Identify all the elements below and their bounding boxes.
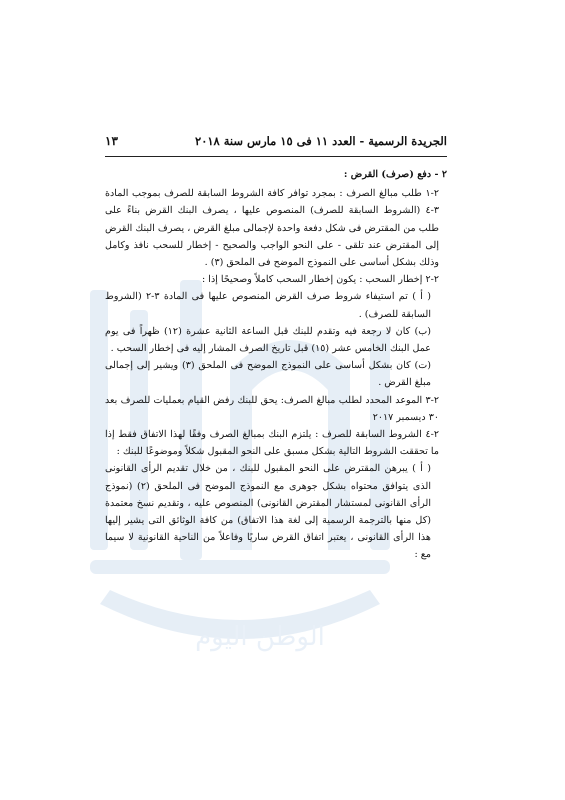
clause-2-1: ٢-١ طلب مبالغ الصرف : بمجرد توافر كافة الشروط السابقة للصرف بموجب المادة ٣-٤ (الشروط السابقة للصرف) المنصوص عليها ، يصرف البنك القرض بناءً على طلب من المقترض فى شكل دفعة واحدة لإجمالى مبلغ القرض ، يصرف البنك القرض إلى المقترض عند تلقى - على النحو الواجب والصحيح - إخطار للسحب نافذ وكامل وذلك بشكل أساسى على النموذج الموضح فى الملحق (٣) . [105,188,439,269]
clause-2-3: ٢-٣ الموعد المحدد لطلب مبالغ الصرف: يحق للبنك رفض القيام بعمليات للصرف بعد ٣٠ ديسمبر ٢٠١٧ [105,394,439,423]
document-body [105,166,447,564]
clause-2-2-b: (ب) كان لا رجعة فيه وتقدم للبنك قبل الساعة الثانية عشرة (١٢) ظهراً فى يوم عمل البنك الخامس عشر (١٥) قبل تاريخ الصرف المشار إليه فى إخطار السحب . [105,325,431,355]
page-number: ١٣ [105,134,118,148]
header-rule [105,156,447,157]
clause-2-4-a: ( أ ) يبرهن المقترض على النحو المقبول للبنك ، من خلال تقديم الرأى القانونى الذى يتوافق محتواه بشكل جوهرى مع النموذج الموضح فى الملحق (٢) (نموذج الرأى القانونى لمستشار المقترض القانونى) المنصوص عليه ، وتقديم نسخ معتمدة (كل منها بالترجمة الرسمية إلى لغة هذا الاتفاق) من كافة الوثائق التى يشير إليها هذا الرأى القانونى ، يعتبر اتفاق القرض ساريًا وفاعلاً من الناحية القانونية لا سيما مع : [105,463,431,561]
watermark-text: الوطن اليوم [195,622,325,652]
clause-2-4: ٢-٤ الشروط السابقة للصرف : يلتزم البنك بمبالغ الصرف وفقًا لهذا الاتفاق فقط إذا ما تحققت الشروط التالية بشكل مسبق على النحو المقبول شكلاً وموضوعًا للبنك : [105,429,439,458]
page-header [105,130,447,152]
section-title: ٢ - دفع (صرف) القرض : [343,169,447,180]
clause-2-2-a: ( أ ) تم استيفاء شروط صرف القرض المنصوص عليها فى المادة ٣-٢ (الشروط السابقة للصرف) . [105,291,431,320]
gazette-title: الجريدة الرسمية - العدد ١١ فى ١٥ مارس سنة ٢٠١٨ [195,134,447,148]
clause-2-2-c: (ت) كان بشكل أساسى على النموذج الموضح فى الملحق (٣) ويشير إلى إجمالى مبلغ القرض . [105,360,431,389]
clause-2-2: ٢-٢ إخطار السحب : يكون إخطار السحب كاملاً وصحيحًا إذا : [202,274,439,286]
